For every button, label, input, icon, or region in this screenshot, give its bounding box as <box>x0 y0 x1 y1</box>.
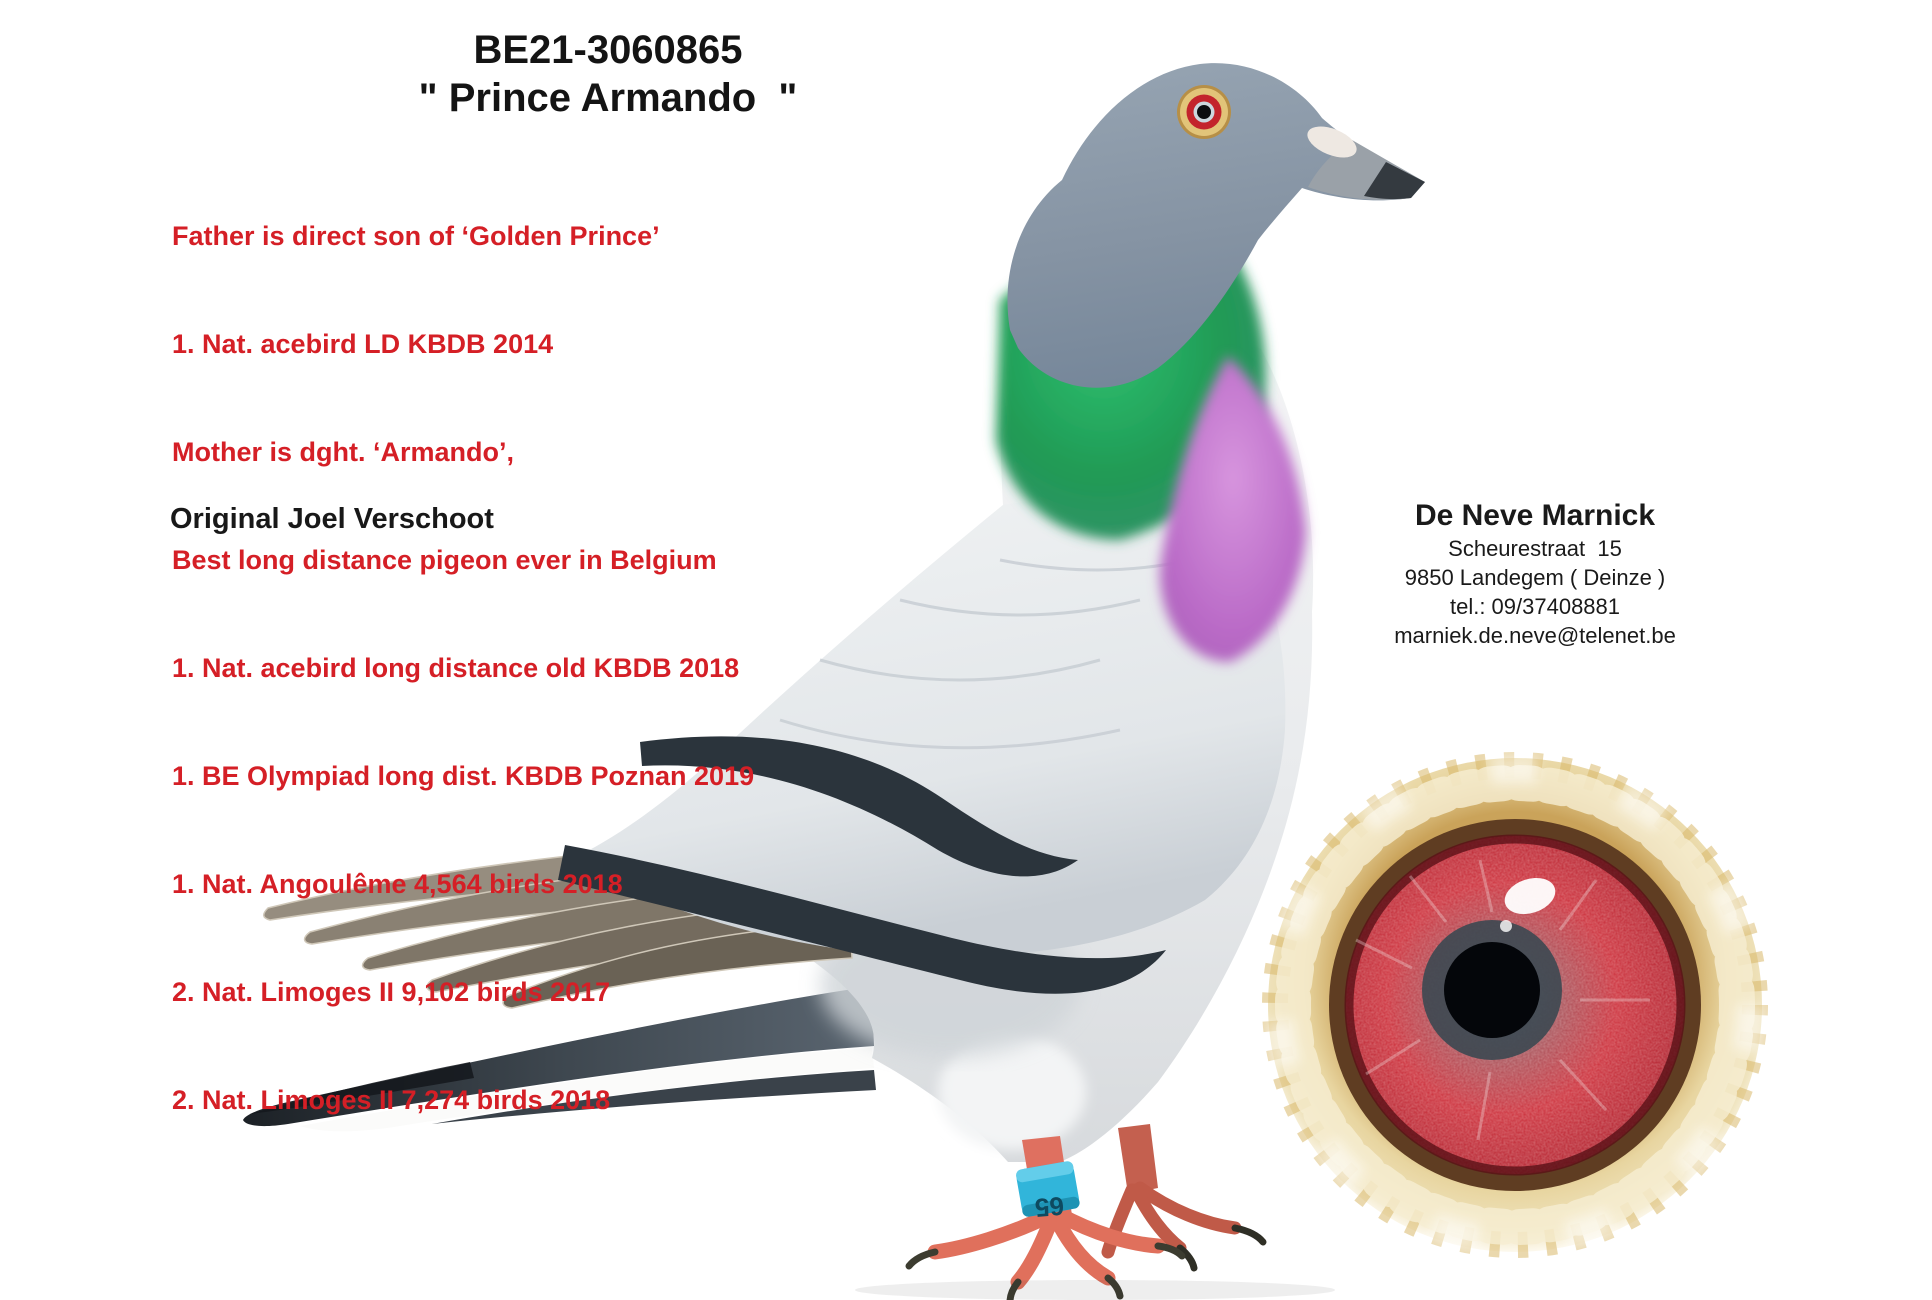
pedigree-line: 2. Nat. Limoges II 9,102 birds 2017 <box>172 977 611 1007</box>
pedigree-list <box>172 146 754 1190</box>
seller-block <box>1368 497 1702 650</box>
pedigree-line: 1. Nat. Angoulême 4,564 birds 2018 <box>172 869 623 899</box>
pedigree-line: Father is direct son of ‘Golden Prince’ <box>172 221 660 251</box>
pedigree-line: 1. Nat. acebird LD KBDB 2014 <box>172 329 554 359</box>
pedigree-line: Best long distance pigeon ever in Belgium <box>172 545 717 575</box>
pedigree-line: Mother is dght. ‘Armando’, <box>172 437 514 467</box>
seller-address-street: Scheurestraat 15 <box>1448 536 1622 561</box>
head-eye <box>1177 85 1231 139</box>
ground-shadow <box>855 1280 1335 1300</box>
legs-feet <box>909 1124 1263 1300</box>
origin-note: Original Joel Verschoot <box>170 503 494 535</box>
title-block <box>308 26 908 122</box>
seller-address-city: 9850 Landegem ( Deinze ) <box>1404 565 1666 590</box>
bird-name: " Prince Armando " <box>418 76 798 120</box>
seller-phone: tel.: 09/37408881 <box>1449 594 1621 619</box>
pedigree-line: 2. Nat. Limoges II 7,274 birds 2018 <box>172 1085 611 1115</box>
pedigree-line: 1. Nat. acebird long distance old KBDB 2018 <box>172 653 740 683</box>
eye-photo <box>1268 758 1762 1252</box>
pedigree-line: 1. BE Olympiad long dist. KBDB Poznan 2019 <box>172 761 755 791</box>
seller-email: marniek.de.neve@telenet.be <box>1394 623 1676 648</box>
leg-band-number: 65 <box>1033 1190 1066 1224</box>
ring-number: BE21-3060865 <box>473 28 743 72</box>
eye-pupil <box>1444 942 1540 1038</box>
seller-name: De Neve Marnick <box>1414 499 1656 532</box>
